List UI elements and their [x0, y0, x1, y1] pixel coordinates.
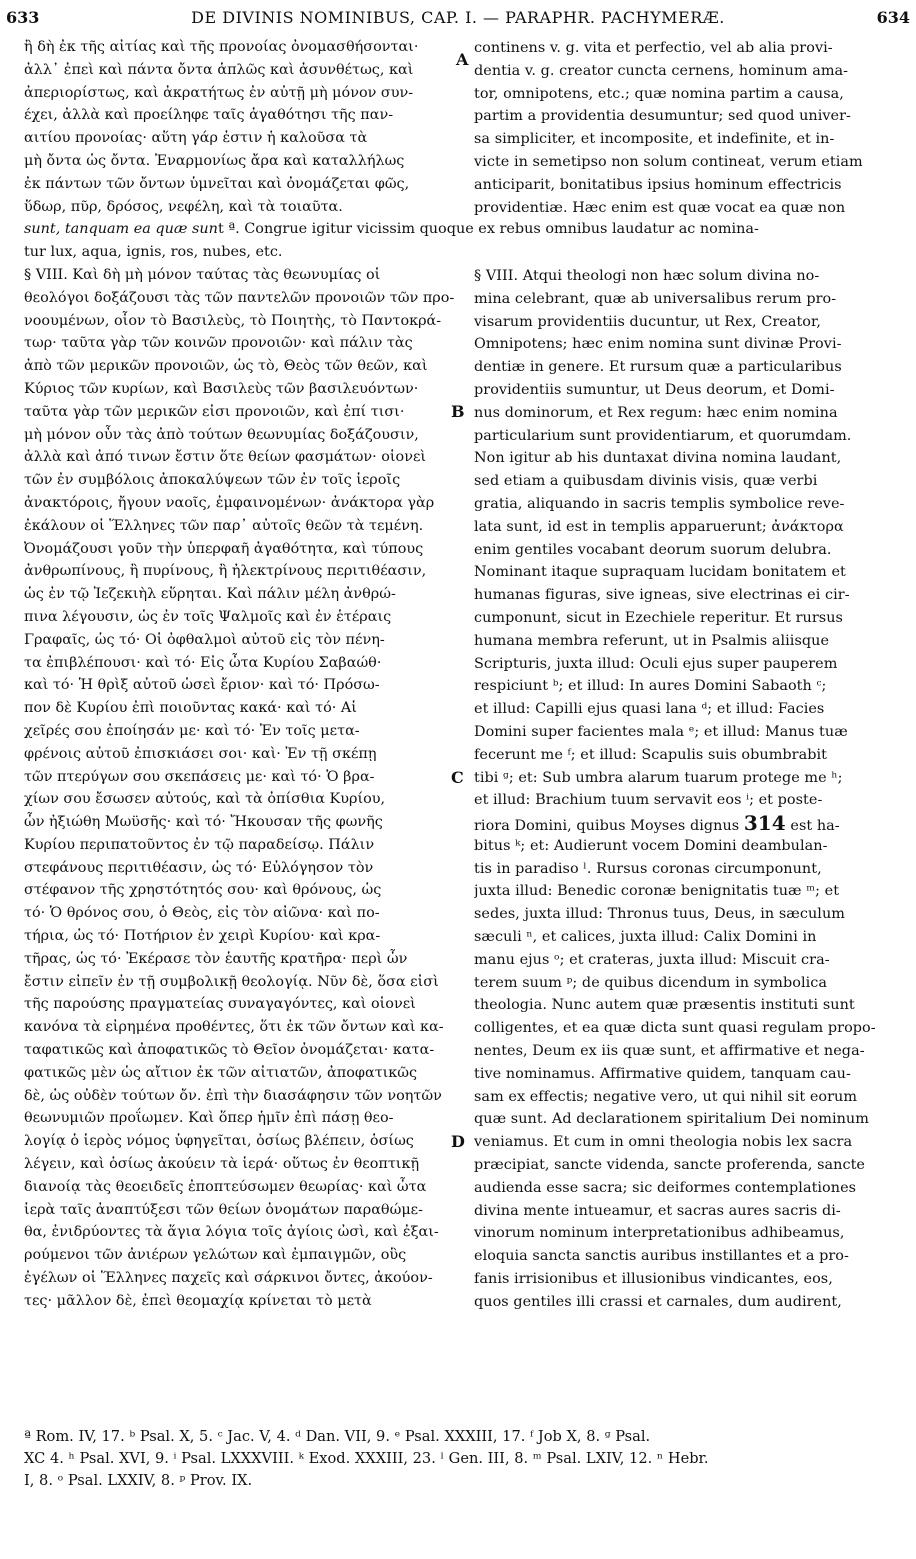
running-title: DE DIVINIS NOMINIBUS, CAP. I. — PARAPHR. PACHYMERÆ. — [191, 8, 725, 27]
greek-text-line: στέφανον τῆς χρηστότητός σου· καὶ θρόνους, ὡς — [24, 882, 382, 899]
latin-text-line: lata sunt, id est in templis apparuerunt; ἀνάκτορα — [474, 518, 844, 535]
page-number-left: 633 — [6, 8, 40, 27]
latin-text-line: tor, omnipotens, etc.; quæ nomina partim a causa, — [474, 85, 844, 102]
latin-text-line: præcipiat, sancte videnda, sancte proferenda, sancte — [474, 1157, 865, 1174]
latin-text-line: sa simpliciter, et incomposite, et indefinite, et in- — [474, 131, 835, 148]
latin-text-line: quos gentiles illi crassi et carnales, dum audirent, — [474, 1293, 842, 1310]
latin-text-line: riora Domini, quibus Moyses dignus 314 est ha- — [474, 812, 840, 835]
greek-text-line: αιτίου προνοίας· αὕτη γάρ ἐστιν ἡ καλοῦσα τὰ — [24, 130, 368, 147]
greek-text-line: Κύριος τῶν κυρίων, καὶ Βασιλεὺς τῶν βασιλευόντων· — [24, 380, 419, 397]
latin-text-line: providentiis sumuntur, ut Deus deorum, et Domi- — [474, 381, 835, 398]
latin-text-line: respiciunt ᵇ; et illud: In aures Domini Sabaoth ᶜ; — [474, 678, 827, 695]
latin-text-line — [474, 242, 910, 265]
greek-text-line: ἀλλὰ καὶ ἀπό τινων ἔστιν ὅτε θείων φασμάτων· οἱονεὶ — [24, 449, 427, 466]
footnote-line: ª Rom. IV, 17. ᵇ Psal. X, 5. ᶜ Jac. V, 4. ᵈ Dan. VII, 9. ᵉ Psal. XXXIII, 17. ᶠ Job X, 8. ᵍ Psal. — [24, 1428, 651, 1445]
greek-text-line: θεολόγοι δοξάζουσι τὰς τῶν παντελῶν προνοιῶν τῶν προ- — [24, 289, 454, 306]
latin-text-line: bitus ᵏ; et: Audierunt vocem Domini deambulan- — [474, 837, 828, 854]
latin-text-line: mina celebrant, quæ ab universalibus rerum pro- — [474, 290, 837, 307]
latin-text-line: Scripturis, juxta illud: Oculi ejus super pauperem — [474, 655, 838, 672]
latin-text-line: anticiparit, bonitatibus ipsius hominum effectricis — [474, 176, 842, 193]
greek-text-line: λέγειν, καὶ ὁσίως ἀκούειν τὰ ἱερά· οὕτως ἐν θεοπτικῇ — [24, 1156, 420, 1173]
greek-text-line: λογίᾳ ὁ ἱερὸς νόμος ὑφηγεῖται, ὁσίως βλέπειν, ὁσίως — [24, 1133, 414, 1150]
latin-text-line: et illud: Brachium tuum servavit eos ⁱ; et poste- — [474, 792, 823, 809]
latin-text-line: eloquia sancta sanctis auribus instillantes et a pro- — [474, 1248, 849, 1265]
latin-text-line: § VIII. Atqui theologi non hæc solum divina no- — [474, 267, 820, 284]
latin-text-line: nentes, Deum ex iis quæ sunt, et affirmative et nega- — [474, 1043, 865, 1060]
greek-text-line: φατικῶς μὲν ὡς αἴτιον ἐκ τῶν αἰτιατῶν, ἀποφατικῶς — [24, 1064, 418, 1081]
latin-text-line: sam ex effectis; negative vero, ut qui nihil sit eorum — [474, 1088, 858, 1105]
greek-text-line: θα, ἐνιδρύοντες τὰ ἅγια λόγια τοῖς ἁγίοις ὠσὶ, καὶ ἐξαι- — [24, 1224, 439, 1241]
greek-text-line: ἐγέλων οἱ Ἕλληνες παχεῖς καὶ σάρκινοι ὄντες, ἀκούον- — [24, 1270, 433, 1287]
greek-text-line: τῶν πτερύγων σου σκεπάσεις με· καὶ τό· Ὁ βρα- — [24, 768, 375, 785]
latin-text-line: enim gentiles vocabant deorum suorum delubra. — [474, 541, 832, 558]
greek-text-line: μὴ μόνον οὖν τὰς ἀπὸ τούτων θεωνυμίας δοξάζουσιν, — [24, 426, 419, 443]
latin-text-line: colligentes, et ea quæ dicta sunt quasi regulam propo- — [474, 1020, 876, 1037]
latin-text-line: gratia, aliquando in sacris templis symbolice reve- — [474, 495, 845, 512]
latin-text-line: sedes, juxta illud: Thronus tuus, Deus, in sæculum — [474, 906, 845, 923]
latin-text-line: particularium sunt providentiarum, et quorumdam. — [474, 427, 852, 444]
greek-text-line: χίων σου ἔσωσεν αὐτούς, καὶ τὰ ὀπίσθια Κυρίου, — [24, 791, 386, 808]
latin-text-line: audienda esse sacra; sic deiformes contemplationes — [474, 1179, 857, 1196]
greek-text-line: τα ἐπιβλέπουσι· καὶ τό· Εἰς ὦτα Κυρίου Σαβαώθ· — [24, 654, 382, 671]
latin-text-line: tive nominamus. Affirmative quidem, tanquam cau- — [474, 1065, 851, 1082]
greek-text-line: τῆς παρούσης πραγματείας συναγαγόντες, καὶ οἱονεὶ — [24, 996, 416, 1013]
latin-text-line: juxta illud: Benedic coronæ benignitatis tuæ ᵐ; et — [474, 883, 840, 900]
greek-text-line: τῆρας, ὡς τό· Ἐκέρασε τὸν ἑαυτῆς κρατῆρα· περὶ ὧν — [24, 950, 408, 967]
latin-text-line: Domini super facientes mala ᵉ; et illud: Manus tuæ — [474, 723, 848, 740]
latin-text-line: Non igitur ab his duntaxat divina nomina laudant, — [474, 450, 842, 467]
greek-text-line: μὴ ὄντα ὡς ὄντα. Ἐναρμονίως ἄρα καὶ καταλλήλως — [24, 152, 405, 169]
latin-text-line: visarum providentiis ducuntur, ut Rex, Creator, — [474, 313, 821, 330]
greek-text-line: στεφάνους περιτιθέασιν, ὡς τό· Εὐλόγησον τὸν — [24, 859, 374, 876]
latin-text-line: manu ejus ᵒ; et crateras, juxta illud: Miscuit cra- — [474, 951, 830, 968]
greek-text-line: ταῦτα γὰρ τῶν μερικῶν εἰσι προνοιῶν, καὶ ἐπί τισι· — [24, 403, 405, 420]
latin-text-line: victe in semetipso non solum contineat, verum etiam — [474, 153, 863, 170]
greek-text-line: ὡς ἐν τῷ Ἰεζεκιὴλ εὕρηται. Καὶ πάλιν μέλη ἀνθρώ- — [24, 586, 396, 603]
greek-text-line: τες· μᾶλλον δὲ, ἐπεὶ θεομαχίᾳ κρίνεται τὸ μετὰ — [24, 1292, 372, 1309]
latin-text-line: providentiæ. Hæc enim est quæ vocat ea quæ non — [474, 199, 846, 216]
latin-text-line: partim a providentia desumuntur; sed quod univer- — [474, 108, 851, 125]
greek-text-line: ἀλλ᾽ ἐπεὶ καὶ πάντα ὄντα ἁπλῶς καὶ ἀσυνθέτως, καὶ — [24, 61, 414, 78]
latin-text-line: divina mente intueamur, et sacras aures sacris di- — [474, 1202, 841, 1219]
latin-text-line: dentiæ in genere. Et rursum quæ a particularibus — [474, 359, 842, 376]
latin-text-line: terem suum ᵖ; de quibus dicendum in symbolica — [474, 974, 827, 991]
greek-text-line: διανοίᾳ τὰς θεοειδεῖς ἐποπτεύσωμεν θεωρίας· καὶ ὦτα — [24, 1178, 427, 1195]
page-number-right: 634 — [876, 8, 910, 27]
greek-text-line: ἀνθρωπίνους, ἢ πυρίνους, ἢ ἠλεκτρίνους περιτιθέασιν, — [24, 563, 427, 580]
greek-text-line: θεωνυμιῶν προΐωμεν. Καὶ ὅπερ ἡμῖν ἐπὶ πάσῃ θεο- — [24, 1110, 394, 1127]
margin-marker-b: B — [451, 402, 465, 421]
latin-text-line: fanis irrisionibus et illusionibus vindicantes, eos, — [474, 1271, 833, 1288]
greek-text-line: τήρια, ὡς τό· Ποτήριον ἐν χειρὶ Κυρίου· καὶ κρα- — [24, 928, 381, 945]
greek-text-line: ὧν ἠξιώθη Μωϋσῆς· καὶ τό· Ἤκουσαν τῆς φωνῆς — [24, 814, 383, 831]
latin-text-line: vinorum nominum interpretationibus adhibeamus, — [474, 1225, 845, 1242]
greek-text-line: νοουμένων, οἷον τὸ Βασιλεὺς, τὸ Ποιητὴς, τὸ Παντοκρά- — [24, 312, 442, 329]
greek-text-line: τῶν ἐν συμβόλοις ἀποκαλύψεων τῶν ἐν τοῖς ἱεροῖς — [24, 472, 401, 489]
latin-text-line: veniamus. Et cum in omni theologia nobis lex sacra — [474, 1134, 853, 1151]
latin-text-line — [474, 219, 910, 242]
footnotes — [24, 1426, 910, 1492]
greek-text-line: ἀνακτόροις, ἤγουν ναοῖς, ἐμφαινομένων· ἀνάκτορα γὰρ — [24, 494, 435, 511]
greek-text-line: Ὀνομάζουσι γοῦν τὴν ὑπερφαῆ ἀγαθότητα, καὶ τύπους — [24, 540, 424, 557]
latin-text-line: cumponunt, sicut in Ezechiele reperitur. Et rursus — [474, 609, 843, 626]
footnote-line: XC 4. ʰ Psal. XVI, 9. ⁱ Psal. LXXXVIII. ᵏ Exod. XXXIII, 23. ˡ Gen. III, 8. ᵐ Psal. LXIV, 12. ⁿ Hebr. — [24, 1450, 709, 1467]
greek-text-line: φρένοις αὐτοῦ ἐπισκιάσει σοι· καὶ· Ἐν τῇ σκέπῃ — [24, 745, 377, 762]
greek-text-line: κανόνα τὰ εἰρημένα προθέντες, ὅτι ἐκ τῶν ὄντων καὶ κα- — [24, 1019, 444, 1036]
latin-text-line: tis in paradiso ˡ. Rursus coronas circumponunt, — [474, 860, 822, 877]
latin-text-line: humana membra referunt, ut in Psalmis aliisque — [474, 632, 830, 649]
footnote-line: I, 8. ᵒ Psal. LXXIV, 8. ᵖ Prov. IX. — [24, 1472, 253, 1489]
greek-text-line: καὶ τό· Ἡ θρὶξ αὐτοῦ ὡσεὶ ἔριον· καὶ τό· Πρόσω- — [24, 677, 380, 694]
greek-text-line: ἐκ πάντων τῶν ὄντων ὑμνεῖται καὶ ὀνομάζεται φῶς, — [24, 175, 410, 192]
latin-text-line: humanas figuras, sive igneas, sive electrinas ei cir- — [474, 587, 850, 604]
greek-text-line: έχει, ἀλλὰ καὶ προείληφε ταῖς ἀγαθότησι τῆς παν- — [24, 107, 394, 124]
latin-text-line: dentia v. g. creator cuncta cernens, hominum ama- — [474, 62, 849, 79]
greek-text-line: ἱερὰ ταῖς ἀναπτύξεσι τῶν θείων ὀνομάτων παραθώμε- — [24, 1201, 424, 1218]
greek-text-line: πινα λέγουσιν, ὡς ἐν τοῖς Ψαλμοῖς καὶ ἐν ἑτέραις — [24, 608, 392, 625]
latin-text-line: nus dominorum, et Rex regum: hæc enim nomina — [474, 404, 838, 421]
greek-text-line: τωρ· ταῦτα γὰρ τῶν κοινῶν προνοιῶν· καὶ πάλιν τὰς — [24, 335, 413, 352]
latin-text-line: quæ sunt. Ad declarationem spiritalium Dei nominum — [474, 1111, 869, 1128]
greek-text-line: ἀπεριορίστως, καὶ ἀκρατήτως ἐν αὐτῇ μὴ μόνον συν- — [24, 84, 414, 101]
margin-marker-d: D — [451, 1132, 465, 1151]
latin-text-line: continens v. g. vita et perfectio, vel ab alia provi- — [474, 40, 833, 56]
latin-text-line: Omnipotens; hæc enim nomina sunt divinæ Provi- — [474, 336, 842, 353]
greek-text-line: ἔστιν εἰπεῖν ἐν τῇ συμβολικῇ θεολογίᾳ. Νῦν δὲ, ὅσα εἰσὶ — [24, 973, 439, 990]
greek-text-line: ἢ δὴ ἐκ τῆς αἰτίας καὶ τῆς προνοίας ὀνομασθήσονται· — [24, 39, 419, 55]
greek-text-line: ἀπὸ τῶν μερικῶν προνοιῶν, ὡς τὸ, Θεὸς τῶν θεῶν, καὶ — [24, 358, 428, 375]
latin-text-line: et illud: Capilli ejus quasi lana ᵈ; et illud: Facies — [474, 701, 825, 718]
margin-marker-a: A — [456, 50, 469, 69]
greek-text-line: Κυρίου περιπατοῦντος ἐν τῷ παραδείσῳ. Πάλιν — [24, 836, 375, 853]
latin-text-line: sed etiam a quibusdam divinis visis, quæ verbi — [474, 473, 818, 490]
greek-text-line: ταφατικῶς καὶ ἀποφατικῶς τὸ Θεῖον ὀνομάζεται· κατα- — [24, 1042, 435, 1059]
latin-column — [474, 37, 910, 1314]
latin-text-line: theologia. Nunc autem quæ præsentis instituti sunt — [474, 997, 855, 1014]
greek-text-line: ρούμενοι τῶν ἀνιέρων γελώτων καὶ ἐμπαιγμῶν, οὓς — [24, 1247, 407, 1264]
greek-text-line: τό· Ὁ θρόνος σου, ὁ Θεὸς, εἰς τὸν αἰῶνα· καὶ πο- — [24, 905, 380, 922]
latin-text-line: sæculi ⁿ, et calices, juxta illud: Calix Domini in — [474, 929, 817, 946]
latin-text-line: Nominant itaque supraquam lucidam bonitatem et — [474, 564, 846, 581]
running-header — [0, 8, 916, 34]
greek-text-line: χεῖρές σου ἐποίησάν με· καὶ τό· Ἐν τοῖς μετα- — [24, 722, 360, 739]
greek-text-line: πον δὲ Κυρίου ἐπὶ ποιοῦντας κακά· καὶ τό· Αἱ — [24, 700, 357, 717]
greek-text-line: ἐκάλουν οἱ Ἕλληνες τῶν παρ᾽ αὐτοῖς θεῶν τὰ τεμένη. — [24, 517, 424, 534]
greek-text-line: sunt, tanquam ea quæ sunt ª. Congrue igitur vicissim quoque ex rebus omnibus laudatur ac nomina- — [24, 221, 759, 238]
greek-text-line: Γραφαῖς, ὡς τό· Οἱ ὀφθαλμοὶ αὐτοῦ εἰς τὸν πένη- — [24, 631, 385, 648]
greek-text-line: § VIII. Καὶ δὴ μὴ μόνον ταύτας τὰς θεωνυμίας οἱ — [24, 266, 381, 283]
greek-text-line: δὲ, ὡς οὐδὲν τούτων ὄν. ἐπὶ τὴν διασάφησιν τῶν νοητῶν — [24, 1087, 442, 1104]
greek-text-line: tur lux, aqua, ignis, ros, nubes, etc. — [24, 244, 283, 261]
latin-text-line: fecerunt me ᶠ; et illud: Scapulis suis obumbrabit — [474, 746, 827, 763]
margin-marker-c: C — [451, 768, 464, 787]
greek-text-line: ὕδωρ, πῦρ, δρόσος, νεφέλη, καὶ τὰ τοιαῦτα. — [24, 198, 343, 215]
latin-text-line: tibi ᵍ; et: Sub umbra alarum tuarum protege me ʰ; — [474, 769, 843, 786]
